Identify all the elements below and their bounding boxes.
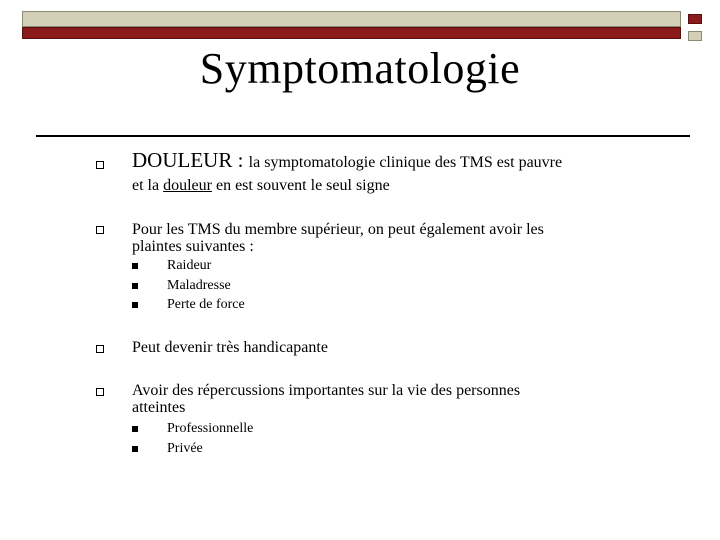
bullet-1-line-1	[132, 148, 563, 172]
corner-square-light	[688, 31, 702, 41]
bullet-1-text-before: et la	[132, 177, 164, 194]
bullet-2-line-1: Pour les TMS du membre supérieur, on peut également avoir les	[132, 221, 544, 238]
bullet-1-line-2	[132, 177, 390, 195]
bullet-1-underlined-word: douleur	[163, 177, 212, 194]
bullet-1-text-after: en est souvent le seul signe	[211, 177, 390, 194]
sub-item: Maladresse	[167, 278, 231, 293]
bullet-square-icon	[96, 226, 104, 234]
bullet-square-icon	[96, 161, 104, 169]
sub-bullet-square-icon	[132, 446, 138, 452]
bullet-4-line-2: atteintes	[132, 399, 186, 416]
bullet-square-icon	[96, 345, 104, 353]
bullet-2-line-2: plaintes suivantes :	[132, 238, 254, 255]
slide-title: Symptomatologie	[199, 44, 521, 93]
sub-bullet-square-icon	[132, 302, 138, 308]
bullet-1-text: la symptomatologie clinique des TMS est pauvre	[248, 154, 563, 171]
bullet-3-line-1: Peut devenir très handicapante	[132, 339, 328, 356]
bullet-square-icon	[96, 388, 104, 396]
header-decoration	[22, 11, 681, 39]
sub-item: Raideur	[167, 258, 212, 273]
sub-item: Perte de force	[167, 297, 245, 312]
sub-bullet-square-icon	[132, 283, 138, 289]
corner-square-dark	[688, 14, 702, 24]
sub-bullet-square-icon	[132, 263, 138, 269]
bullet-4-line-1: Avoir des répercussions importantes sur la vie des personnes	[132, 382, 521, 399]
title-divider	[36, 135, 690, 137]
header-band-dark	[22, 27, 681, 39]
sub-item: Professionnelle	[167, 421, 254, 436]
sub-bullet-square-icon	[132, 426, 138, 432]
bullet-1-lead: DOULEUR :	[132, 148, 249, 172]
header-band-light	[22, 11, 681, 27]
sub-item: Privée	[167, 441, 203, 456]
